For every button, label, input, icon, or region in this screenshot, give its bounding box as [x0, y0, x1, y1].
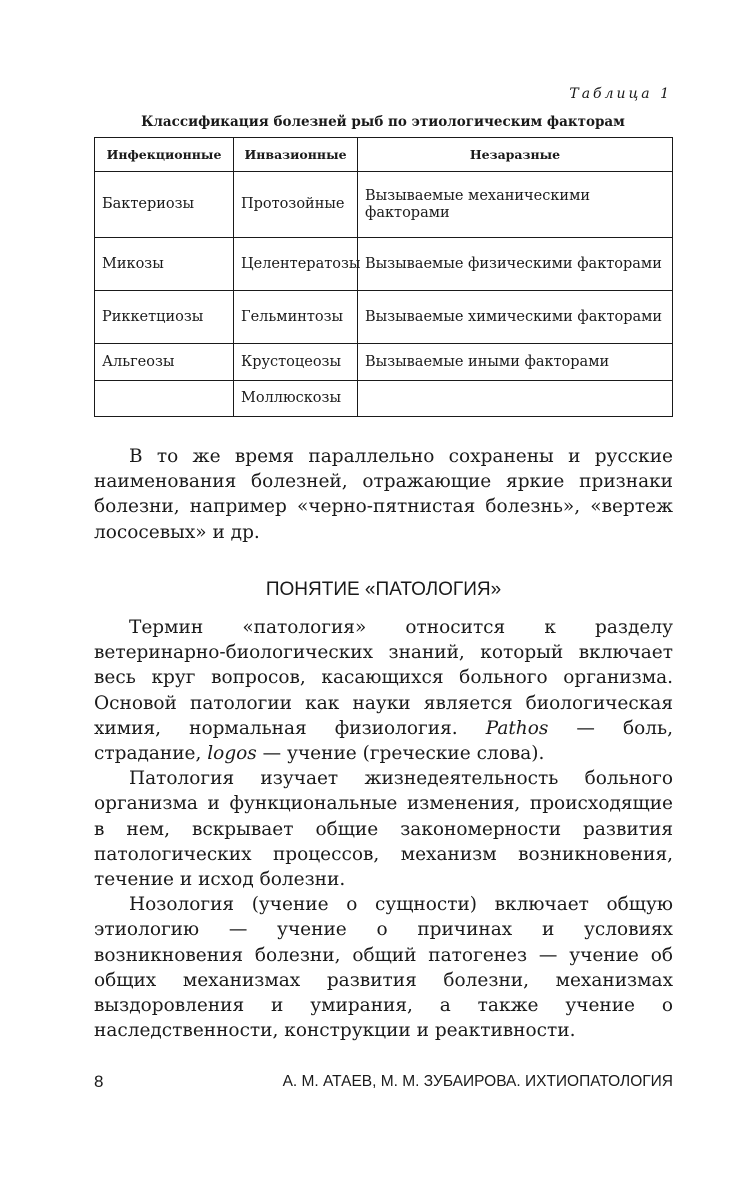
paragraph-nosology: Нозология (учение о сущности) включает общую этиологию — учение о причинах и условиях возникновения болезни, общий патогенез — учение об общих механизмах развития болезни, механизмах выздоровления и умирания, а также учение о наследственности, конструкции и реактивности. — [94, 894, 673, 1042]
table-cell: Риккетциозы — [95, 291, 234, 344]
page-number: 8 — [94, 1072, 104, 1091]
table-row — [95, 291, 673, 344]
table-header-row — [95, 138, 673, 172]
table-cell: Вызываемые иными факторами — [358, 344, 673, 381]
table-cell: Гельминтозы — [234, 291, 358, 344]
table-cell — [358, 381, 673, 417]
running-title: А. М. АТАЕВ, М. М. ЗУБАИРОВА. ИХТИОПАТОЛОГИЯ — [282, 1073, 673, 1090]
greek-term-pathos: Pathos — [485, 717, 549, 739]
table-cell: Бактериозы — [95, 172, 234, 238]
greek-term-logos: logos — [207, 743, 257, 765]
table-cell: Крустоцеозы — [234, 344, 358, 381]
table-row — [95, 381, 673, 417]
intro-text — [94, 444, 673, 545]
table-cell: Вызываемые химическими факторами — [358, 291, 673, 344]
table-row — [95, 238, 673, 291]
table-title: Классификация болезней рыб по этиологическим факторам — [141, 114, 625, 130]
table-cell: Вызываемые механическими факторами — [358, 172, 673, 238]
table-row — [95, 344, 673, 381]
section-heading: ПОНЯТИЕ «ПАТОЛОГИЯ» — [265, 579, 502, 600]
table-header-cell: Инвазионные — [234, 138, 358, 172]
paragraph-pathology-term — [94, 615, 673, 766]
table-label: Таблица 1 — [569, 86, 672, 102]
table-cell — [95, 381, 234, 417]
table-header-cell: Инфекционные — [95, 138, 234, 172]
intro-paragraph: В то же время параллельно сохранены и русские наименования болезней, отражающие яркие признаки болезни, например «черно-пятнистая болезнь», «вертеж лососевых» и др. — [94, 446, 673, 543]
paragraph-text: Термин «патология» относится к разделу ветеринарно-биологических знаний, который включает весь круг вопросов, касающихся больного организма. Основой патологии как науки является биологическая химия, нормальная физиология. — [94, 617, 673, 739]
section-body — [94, 615, 673, 1043]
table-cell: Протозойные — [234, 172, 358, 238]
table-cell: Моллюскозы — [234, 381, 358, 417]
table-cell: Целентератозы — [234, 238, 358, 291]
classification-table — [94, 137, 673, 417]
table-cell: Вызываемые физическими факторами — [358, 238, 673, 291]
table-cell: Альгеозы — [95, 344, 234, 381]
paragraph-text: — учение (греческие слова). — [256, 743, 545, 765]
table-row — [95, 172, 673, 238]
table-header-cell: Незаразные — [358, 138, 673, 172]
paragraph-text: — боль, страдание, — [94, 717, 673, 765]
table-cell: Микозы — [95, 238, 234, 291]
paragraph-pathology-study: Патология изучает жизнедеятельность больного организма и функциональные изменения, происходящие в нем, вскрывает общие закономерности развития патологических процессов, механизм возникновения, течение и исход болезни. — [94, 768, 673, 891]
